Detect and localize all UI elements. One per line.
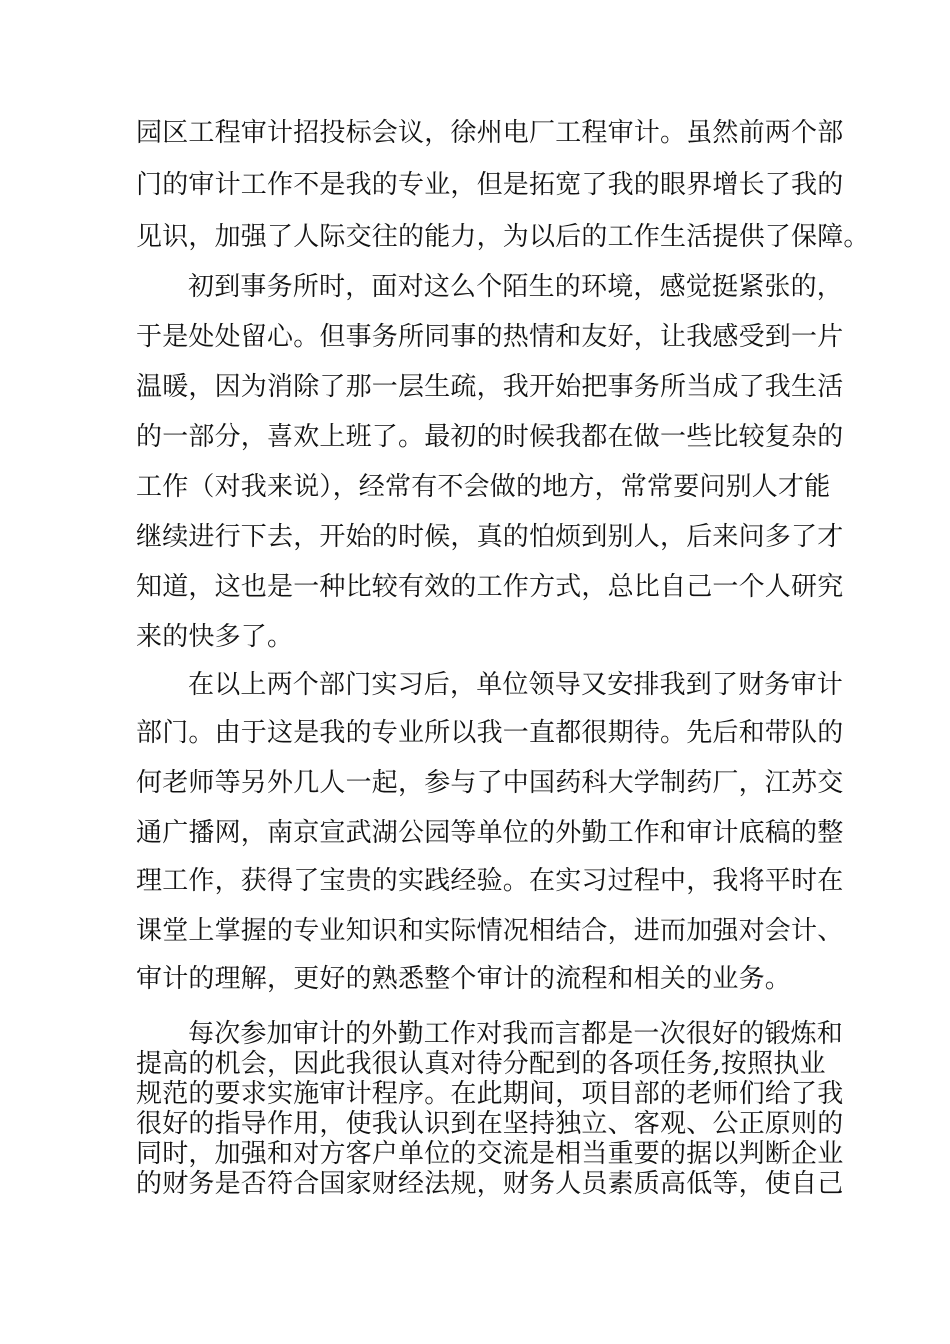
paragraph-line: 初到事务所时，面对这么个陌生的环境，感觉挺紧张的， [188, 272, 844, 302]
paragraph-line: 在以上两个部门实习后，单位领导又安排我到了财务审计 [188, 670, 844, 700]
paragraph-line: 的一部分，喜欢上班了。最初的时候我都在做一些比较复杂的 [136, 422, 844, 452]
paragraph-line: 见识，加强了人际交往的能力，为以后的工作生活提供了保障。 [136, 222, 870, 252]
paragraph-line: 何老师等另外几人一起，参与了中国药科大学制药厂，江苏交 [136, 768, 844, 798]
paragraph-line: 温暖，因为消除了那一层生疏，我开始把事务所当成了我生活 [136, 372, 844, 402]
paragraph-line: 课堂上掌握的专业知识和实际情况相结合，进而加强对会计、 [136, 916, 844, 946]
paragraph-line: 部门。由于这是我的专业所以我一直都很期待。先后和带队的 [136, 718, 844, 748]
paragraph-line: 审计的理解，更好的熟悉整个审计的流程和相关的业务。 [136, 964, 792, 994]
paragraph-line: 规范的要求实施审计程序。在此期间，项目部的老师们给了我 [136, 1079, 844, 1109]
paragraph-line: 每次参加审计的外勤工作对我而言都是一次很好的锻炼和 [188, 1019, 844, 1049]
paragraph-line: 理工作，获得了宝贵的实践经验。在实习过程中，我将平时在 [136, 866, 844, 896]
paragraph-line: 知道，这也是一种比较有效的工作方式，总比自己一个人研究 [136, 572, 844, 602]
paragraph-line: 提高的机会，因此我很认真对待分配到的各项任务,按照执业 [136, 1049, 826, 1079]
paragraph-line: 于是处处留心。但事务所同事的热情和友好，让我感受到一片 [136, 322, 844, 352]
paragraph-line: 通广播网，南京宣武湖公园等单位的外勤工作和审计底稿的整 [136, 818, 844, 848]
paragraph-line: 园区工程审计招投标会议，徐州电厂工程审计。虽然前两个部 [136, 118, 844, 148]
paragraph-line: 的财务是否符合国家财经法规，财务人员素质高低等，使自己 [136, 1169, 844, 1199]
paragraph-line: 继续进行下去，开始的时候，真的怕烦到别人，后来问多了才 [136, 522, 844, 552]
paragraph-line: 同时，加强和对方客户单位的交流是相当重要的据以判断企业 [136, 1139, 844, 1169]
paragraph-line: 来的快多了。 [136, 622, 294, 652]
paragraph-line: 很好的指导作用，使我认识到在坚持独立、客观、公正原则的 [136, 1109, 844, 1139]
paragraph-line: 门的审计工作不是我的专业，但是拓宽了我的眼界增长了我的 [136, 170, 844, 200]
paragraph-line: 工作（对我来说），经常有不会做的地方，常常要问别人才能 [136, 472, 831, 502]
